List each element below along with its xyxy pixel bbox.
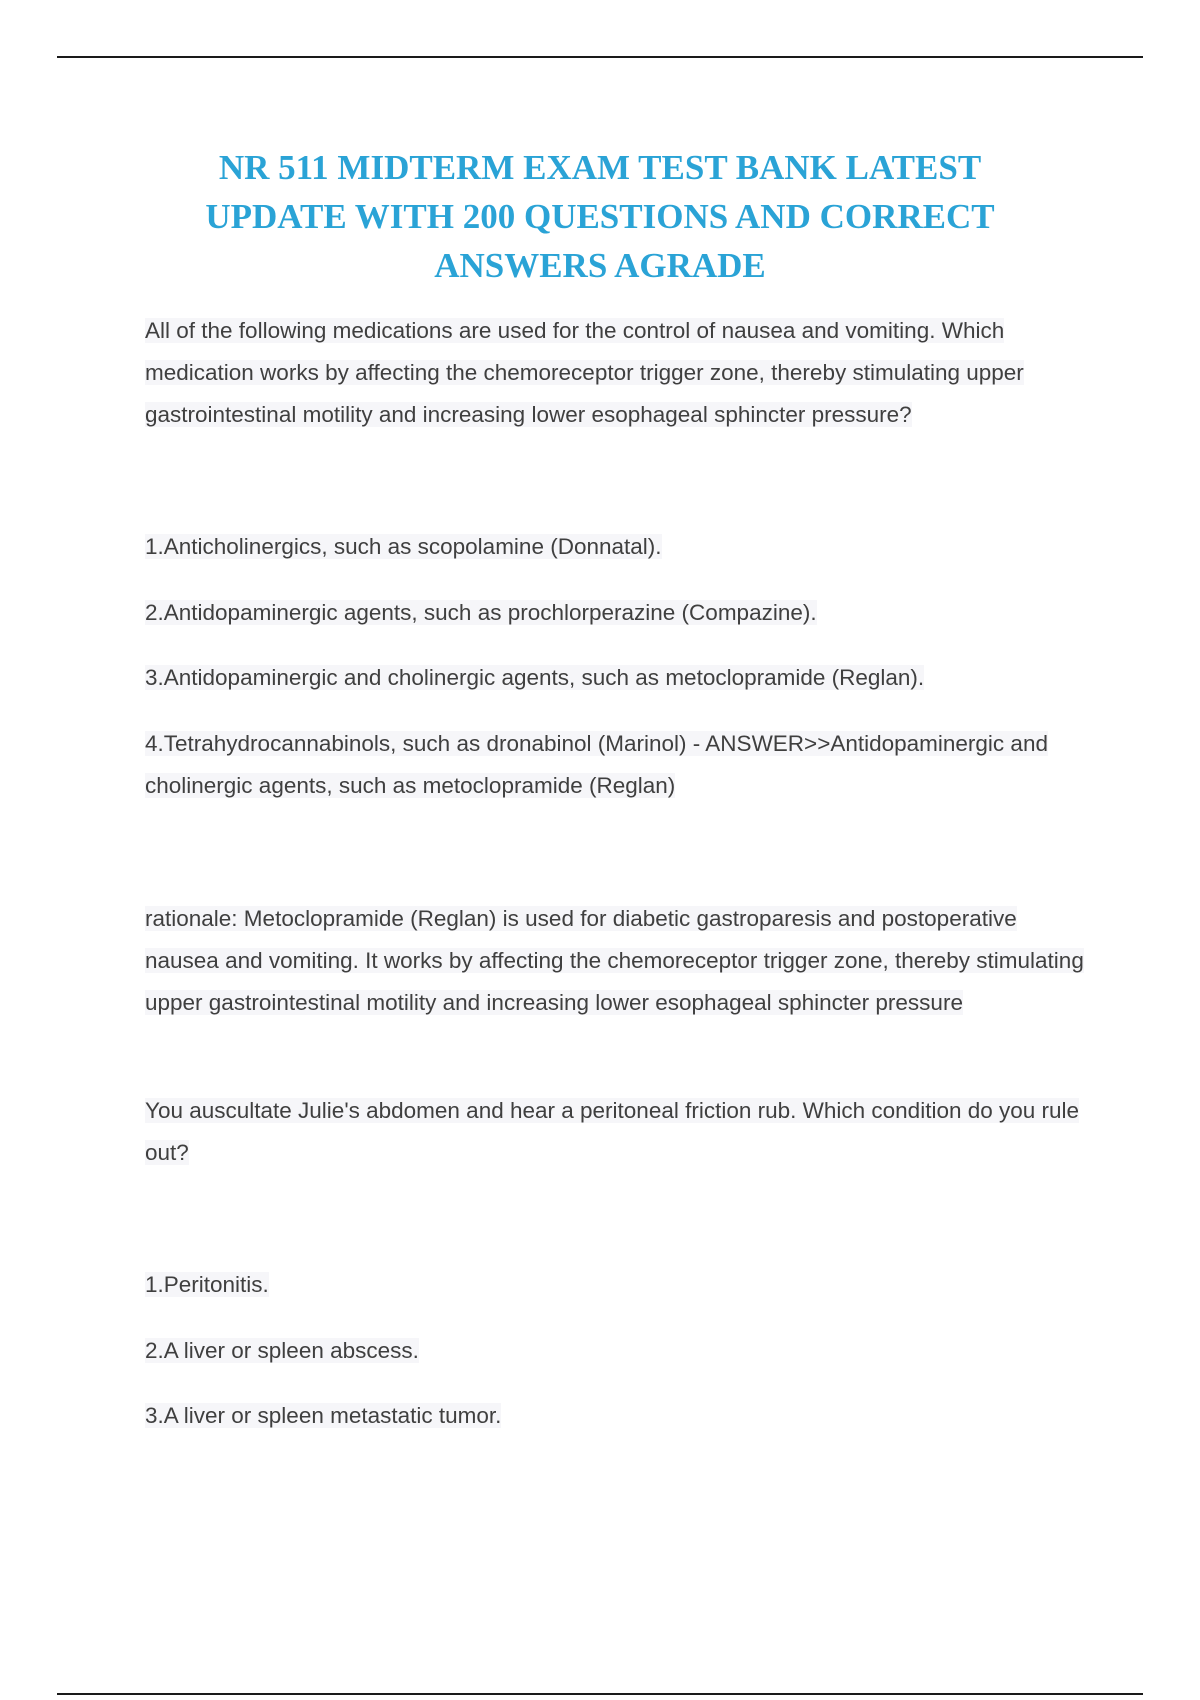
document-title: NR 511 MIDTERM EXAM TEST BANK LATEST UPDATE WITH 200 QUESTIONS AND CORRECT ANSWERS AGRADE (205, 148, 995, 285)
option-text: 1.Peritonitis. (145, 1272, 269, 1297)
top-rule (57, 56, 1143, 58)
question-2-option-1 (145, 1264, 1085, 1306)
bottom-rule (57, 1693, 1143, 1695)
option-text: 4.Tetrahydrocannabinols, such as dronabinol (Marinol) - ANSWER>>Antidopaminergic and cholinergic agents, such as metoclopramide (Reglan) (145, 731, 1048, 798)
question-2-stem-text: You auscultate Julie's abdomen and hear a peritoneal friction rub. Which condition do you rule out? (145, 1098, 1080, 1165)
question-1-stem (145, 310, 1085, 436)
question-2-option-3 (145, 1395, 1085, 1437)
question-1-stem-text: All of the following medications are used for the control of nausea and vomiting. Which medication works by affecting the chemoreceptor trigger zone, thereby stimulating upper gastrointestinal motility and increasing lower esophageal sphincter pressure? (145, 318, 1024, 427)
rationale-text: rationale: Metoclopramide (Reglan) is used for diabetic gastroparesis and postoperative nausea and vomiting. It works by affecting the chemoreceptor trigger zone, thereby stimulating upper gastrointestinal motility and increasing lower esophageal sphincter pressure (145, 906, 1084, 1015)
option-text: 3.Antidopaminergic and cholinergic agents, such as metoclopramide (Reglan). (145, 665, 925, 690)
option-text: 1.Anticholinergics, such as scopolamine (Donnatal). (145, 534, 662, 559)
question-1-option-1 (145, 526, 1085, 568)
question-1-option-4-with-answer (145, 723, 1085, 807)
option-text: 2.Antidopaminergic agents, such as prochlorperazine (Compazine). (145, 600, 817, 625)
question-2-option-2 (145, 1330, 1085, 1372)
question-1-rationale (145, 898, 1085, 1024)
question-1-option-3 (145, 657, 1085, 699)
option-text: 2.A liver or spleen abscess. (145, 1338, 419, 1363)
option-text: 3.A liver or spleen metastatic tumor. (145, 1403, 502, 1428)
question-1-option-2 (145, 592, 1085, 634)
question-2-stem (145, 1090, 1085, 1174)
